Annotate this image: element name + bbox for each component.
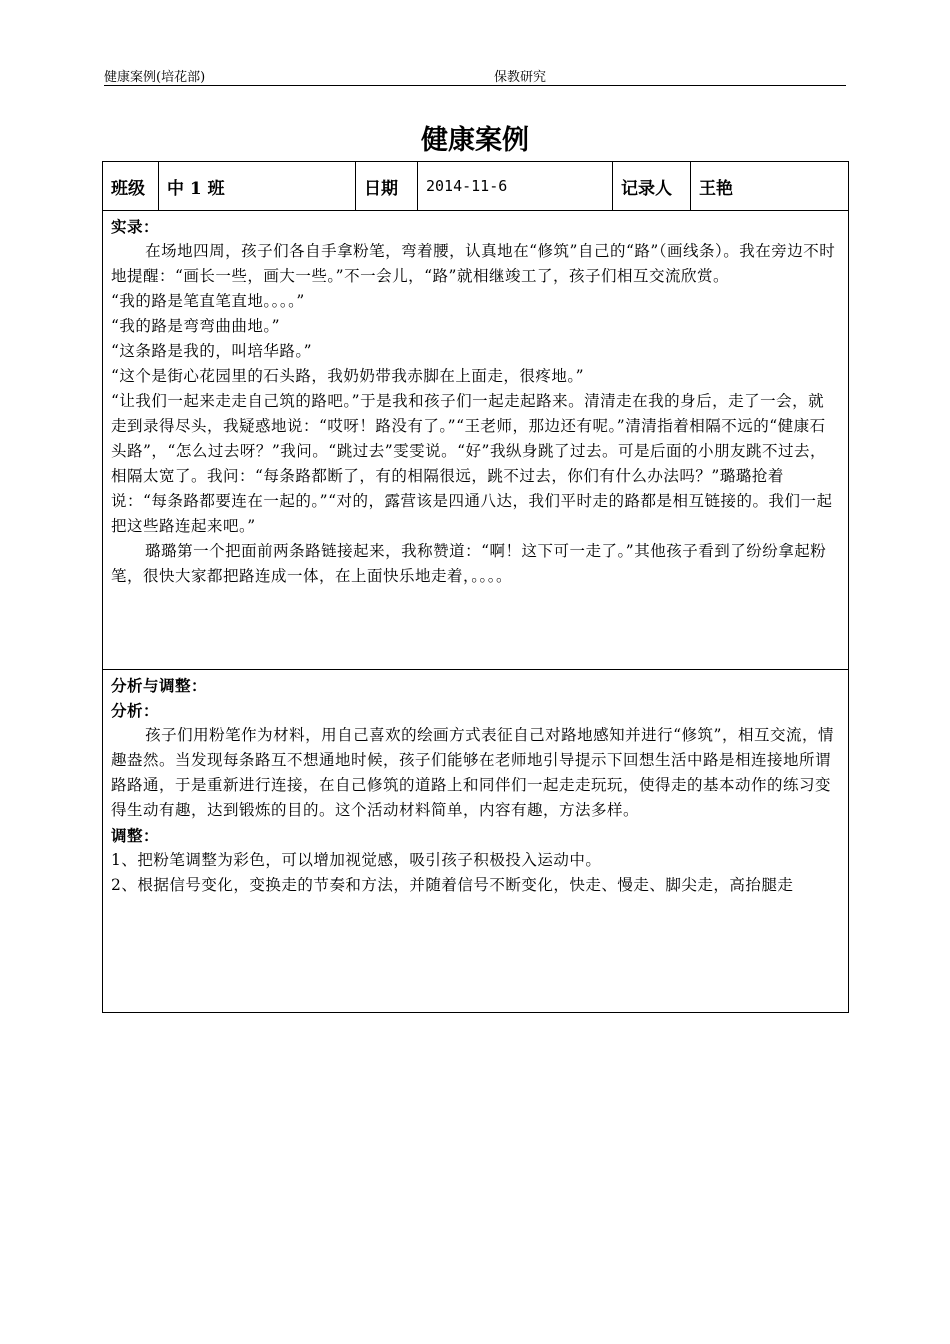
date-label: 日期 [356,162,418,211]
record-paragraph: “让我们一起来走走自己筑的路吧。”于是我和孩子们一起走起路来。清清走在我的身后，走了一会，就走到录得尽头，我疑惑地说：“哎呀！路没有了。”“王老师，那边还有呢。”清清指着相隔不远的“健康石头路”，“怎么过去呀？”我问。“跳过去”雯雯说。“好”我纵身跳了过去。可是后面的小朋友跳不过去，相隔太宽了。我问：“每条路都断了，有的相隔很远，跳不过去，你们有什么办法吗？”璐璐抢着说：“每条路都要连在一起的。”“对的，露营该是四通八达，我们平时走的路都是相互链接的。我们一起把这些路连起来吧。” [111,392,833,535]
record-section [103,211,849,670]
header-center-text: 保教研究 [494,70,547,85]
analysis-text: 孩子们用粉笔作为材料，用自己喜欢的绘画方式表征自己对路地感知并进行“修筑”，相互交流，情趣盎然。当发现每条路互不想通地时候，孩子们能够在老师地引导提示下回想生活中路是相连接地所谓路路通，于是重新进行连接，在自己修筑的道路上和同伴们一起走走玩玩，使得走的基本动作的练习变得生动有趣，达到锻炼的目的。这个活动材料简单，内容有趣，方法多样。 [111,726,834,819]
adjust-item: 1、把粉笔调整为彩色，可以增加视觉感，吸引孩子积极投入运动中。 [111,851,602,869]
adjust-heading: 调整： [111,826,160,845]
class-label: 班级 [103,162,159,211]
analysis-subheading: 分析： [111,701,160,720]
record-row [103,211,849,670]
header-divider [104,85,846,86]
page-title: 健康案例 [421,125,529,156]
analysis-section [103,670,849,1013]
info-row [103,162,849,211]
record-paragraph: “我的路是笔直笔直地。。。。” [111,292,305,310]
record-paragraph: “这条路是我的，叫培华路。” [111,342,313,360]
recorder-label: 记录人 [613,162,691,211]
record-heading: 实录： [111,217,160,236]
class-value: 中 1 班 [159,162,356,211]
analysis-heading: 分析与调整： [111,676,208,695]
recorder-value: 王艳 [691,162,849,211]
adjust-item: 2、根据信号变化，变换走的节奏和方法，并随着信号不断变化，快走、慢走、脚尖走，高抬腿走 [111,876,794,894]
record-paragraph: “这个是街心花园里的石头路，我奶奶带我赤脚在上面走，很疼地。” [111,367,585,385]
header-left-text: 健康案例(培花部) [104,70,206,85]
case-table [102,161,849,1013]
record-paragraph: “我的路是弯弯曲曲地。” [111,317,281,335]
record-paragraph: 璐璐第一个把面前两条路链接起来，我称赞道：“啊！这下可一走了。”其他孩子看到了纷纷拿起粉笔，很快大家都把路连成一体，在上面快乐地走着，。。。。 [111,542,827,585]
record-paragraph: 在场地四周，孩子们各自手拿粉笔，弯着腰，认真地在“修筑”自己的“路”（画线条）。我在旁边不时地提醒：“画长一些，画大一些。”不一会儿，“路”就相继竣工了，孩子们相互交流欣赏。 [111,242,836,285]
analysis-row [103,670,849,1013]
date-value: 2014-11-6 [418,162,613,211]
